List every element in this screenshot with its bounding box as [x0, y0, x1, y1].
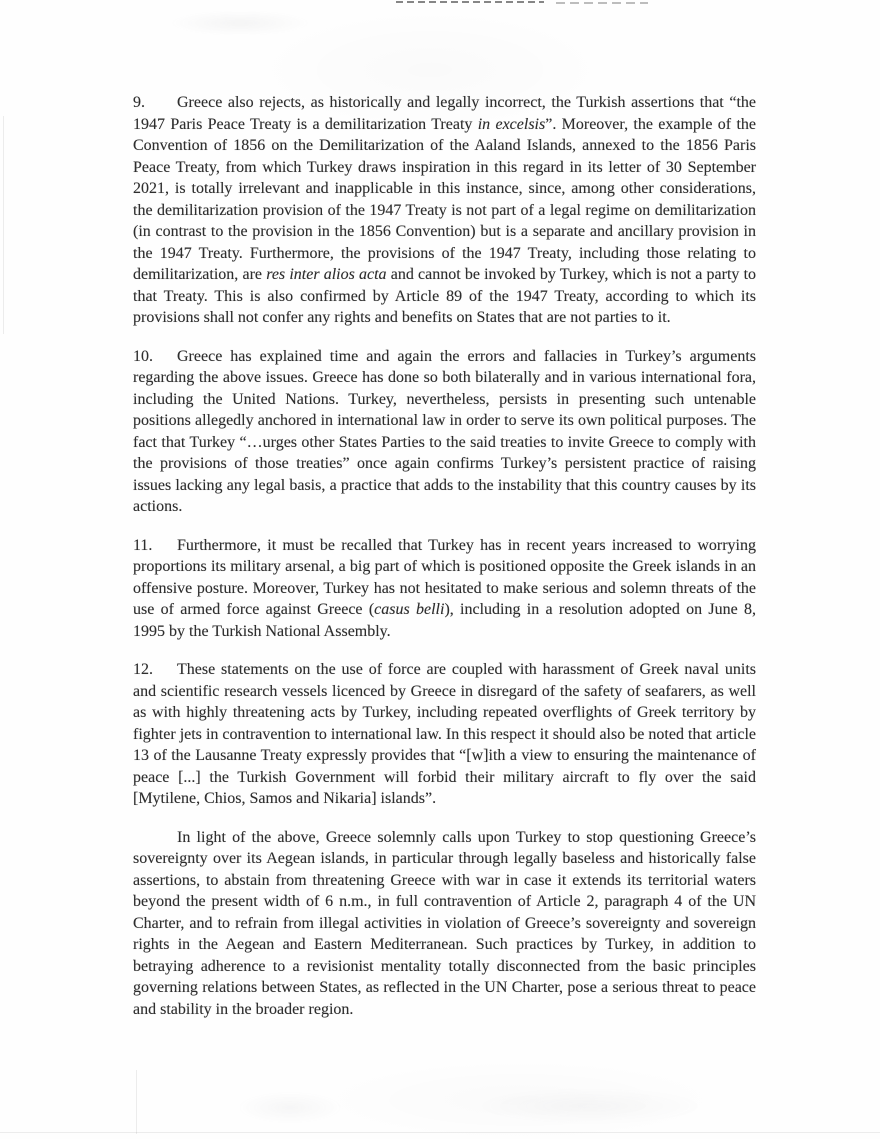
- text-run: ”. Moreover, the example of the Convention of 1856 on the Demilitarization of the Aaland Islands, annexed to the 1856 Paris Peace Treaty, from which Turkey draws inspiration in this regard in its letter of 30 September 2021, is totally irrelevant and inapplicable in this instance, since, among other considerations, the demilitarization provision of the 1947 Treaty is not part of a legal regime on demilitarization (in contrast to the provision in the 1856 Convention) but is a separate and ancillary provision in the 1947 Treaty. Furthermore, the provisions of the 1947 Treaty, including those relating to demilitarization, are: [133, 115, 756, 283]
- scan-artifact-bottom-left-smudge: [215, 1085, 365, 1130]
- paragraph-number: 10.: [133, 347, 153, 365]
- text-run: Greece also rejects, as historically and legally incorrect, the Turkish assertions that “the 1947 Paris Peace Treaty is a demilitarization Treaty: [133, 94, 756, 133]
- text-run: Furthermore, it must be recalled that Turkey has in recent years increased to worrying proportions its military arsenal, a big part of which is positioned opposite the Greek islands in an offensive posture. Moreover, Turkey has not hesitated to make serious and solemn threats of the use of armed force against Greece (: [133, 536, 756, 618]
- paragraph-number: 12.: [133, 661, 153, 678]
- closing-paragraph: [133, 827, 756, 1021]
- text-run-italic: res inter alios acta: [266, 266, 387, 283]
- scan-artifact-bottom-edge-line: [0, 1132, 880, 1133]
- scan-artifact-bottom-left-line: [136, 1070, 137, 1134]
- scan-artifact-top-dashed-line: [396, 1, 544, 3]
- paragraph-12: [133, 659, 756, 810]
- paragraph-10: [133, 346, 756, 518]
- text-run-italic: in excelsis: [477, 115, 546, 133]
- text-run: In light of the above, Greece solemnly calls upon Turkey to stop questioning Greece’s sovereignty over its Aegean islands, in particular through legally baseless and historically false assertions, to abstain from threatening Greece with war in case it extends its territorial waters beyond the present width of 6 n.m., in full contravention of Article 2, paragraph 4 of the UN Charter, and to refrain from illegal activities in violation of Greece’s sovereignty and sovereign rights in the Aegean and Eastern Mediterranean. Such practices by Turkey, in addition to betraying adherence to a revisionist mentality totally disconnected from the basic principles governing relations between States, as reflected in the UN Charter, pose a serious threat to peace and stability in the broader region.: [133, 828, 756, 1018]
- paragraph-9: [133, 92, 756, 329]
- text-run: Greece has explained time and again the errors and fallacies in Turkey’s arguments regarding the above issues. Greece has done so both bilaterally and in various international fora, including the United Nations. Turkey, nevertheless, persists in presenting such untenable positions allegedly anchored in international law in order to serve its own political purposes. The fact that Turkey “…urges other States Parties to the said treaties to invite Greece to comply with the provisions of those treaties” once again confirms Turkey’s persistent practice of raising issues lacking any legal basis, a practice that adds to the instability that this country causes by its actions.: [133, 347, 756, 515]
- text-run: These statements on the use of force are coupled with harassment of Greek naval units and scientific research vessels licenced by Greece in disregard of the safety of seafarers, as well as with highly threatening acts by Turkey, including repeated overflights of Greek territory by fighter jets in contravention to international law. In this respect it should also be noted that article 13 of the Lausanne Treaty expressly provides that “[w]ith a view to ensuring the maintenance of peace [...] the Turkish Government will forbid their military aircraft to fly over the said [Mytilene, Chios, Samos and Nikaria] islands”.: [133, 661, 756, 807]
- text-run: and cannot be invoked by Turkey, which is not a party to that Treaty. This is also confirmed by Article 89 of the 1947 Treaty, according to which its provisions shall not confer any rights and benefits on States that are not parties to it.: [133, 266, 757, 326]
- text-run-italic: casus belli: [374, 601, 445, 618]
- scan-artifact-left-edge-line: [3, 116, 4, 334]
- scan-artifact-top-dashed-line-2: [556, 2, 648, 4]
- scan-artifact-top-left-smudge: [140, 5, 340, 41]
- paragraph-number: 11.: [133, 536, 153, 554]
- document-text-block: [133, 92, 756, 1037]
- paragraph-11: [133, 535, 756, 643]
- text-run: ), including in a resolution adopted on June 8, 1995 by the Turkish National Assembly.: [133, 601, 757, 640]
- paragraph-number: 9.: [133, 94, 145, 111]
- scan-artifact-bottom-smudge: [430, 1080, 750, 1132]
